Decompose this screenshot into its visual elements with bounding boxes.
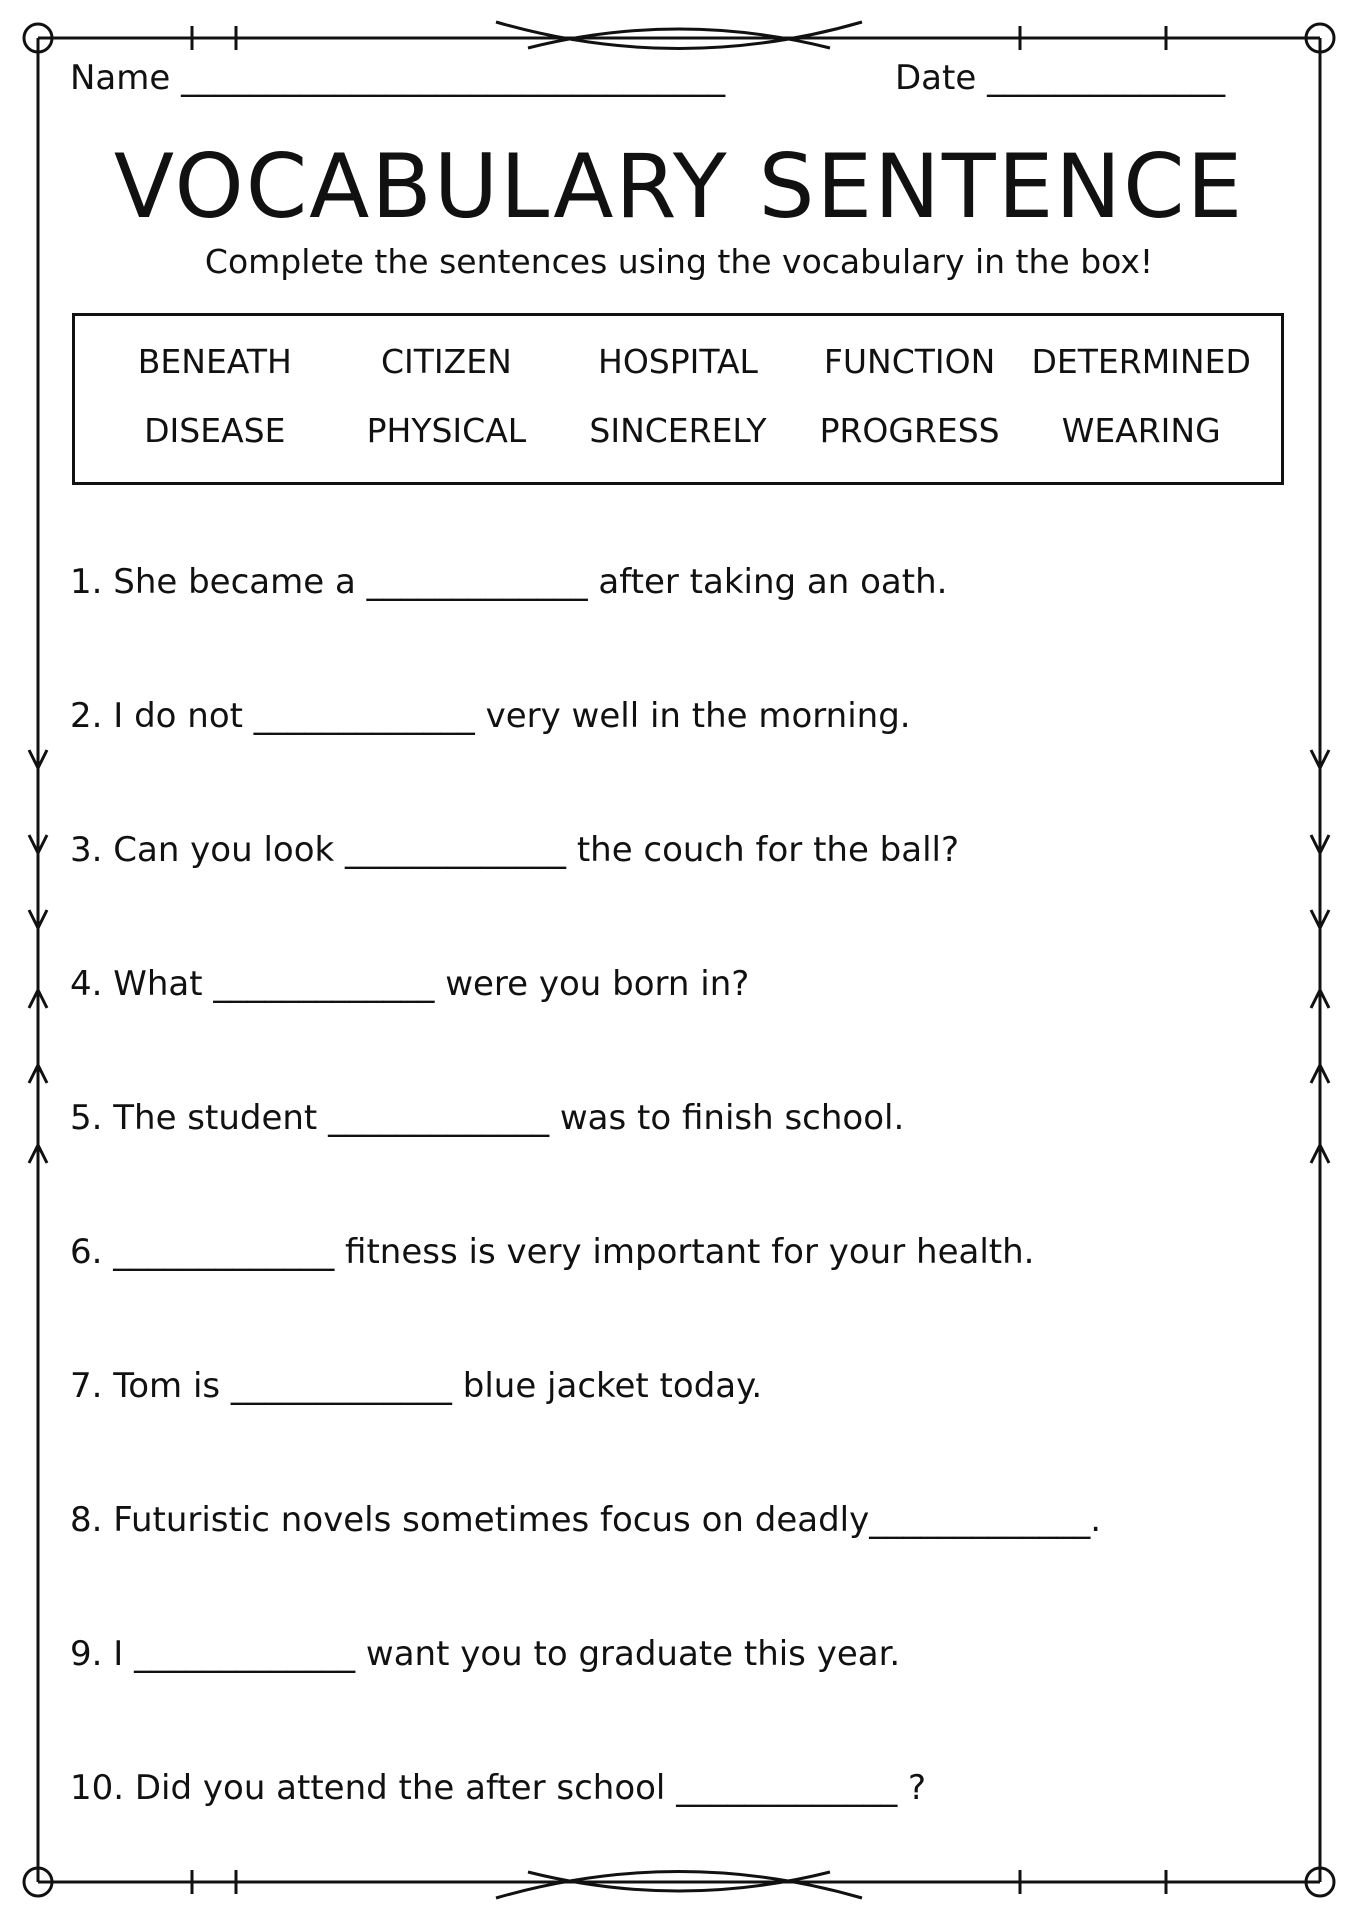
question-list (70, 562, 1290, 1905)
vocab-word: CITIZEN (380, 342, 512, 381)
vocab-word: DETERMINED (1031, 342, 1251, 381)
question-2[interactable]: 2. I do not _____________ very well in the morning. (70, 696, 911, 736)
question-9[interactable]: 9. I _____________ want you to graduate this year. (70, 1634, 901, 1674)
question-8[interactable]: 8. Futuristic novels sometimes focus on deadly_____________. (70, 1500, 1102, 1540)
question-4[interactable]: 4. What _____________ were you born in? (70, 964, 750, 1004)
vocab-word: PHYSICAL (366, 411, 527, 450)
question-3[interactable]: 3. Can you look _____________ the couch for the ball? (70, 830, 960, 870)
vocab-word: BENEATH (137, 342, 292, 381)
question-7[interactable]: 7. Tom is _____________ blue jacket today. (70, 1366, 763, 1406)
question-6[interactable]: 6. _____________ fitness is very important for your health. (70, 1232, 1035, 1272)
instructions: Complete the sentences using the vocabulary in the box! (204, 242, 1154, 281)
vocab-word: HOSPITAL (598, 342, 758, 381)
vocab-word: FUNCTION (823, 342, 996, 381)
vocab-word: WEARING (1061, 411, 1221, 450)
question-10[interactable]: 10. Did you attend the after school _____________ ? (70, 1768, 927, 1808)
vocab-word: PROGRESS (819, 411, 1000, 450)
name-field[interactable]: Name ________________________________ (70, 58, 726, 98)
question-1[interactable]: 1. She became a _____________ after taking an oath. (70, 562, 948, 602)
vocab-word: DISEASE (144, 411, 286, 450)
date-field[interactable]: Date ______________ (895, 58, 1226, 98)
question-5[interactable]: 5. The student _____________ was to finish school. (70, 1098, 905, 1138)
page-title: VOCABULARY SENTENCE (113, 135, 1245, 238)
vocab-word: SINCERELY (589, 411, 767, 450)
vocabulary-box (72, 313, 1284, 485)
